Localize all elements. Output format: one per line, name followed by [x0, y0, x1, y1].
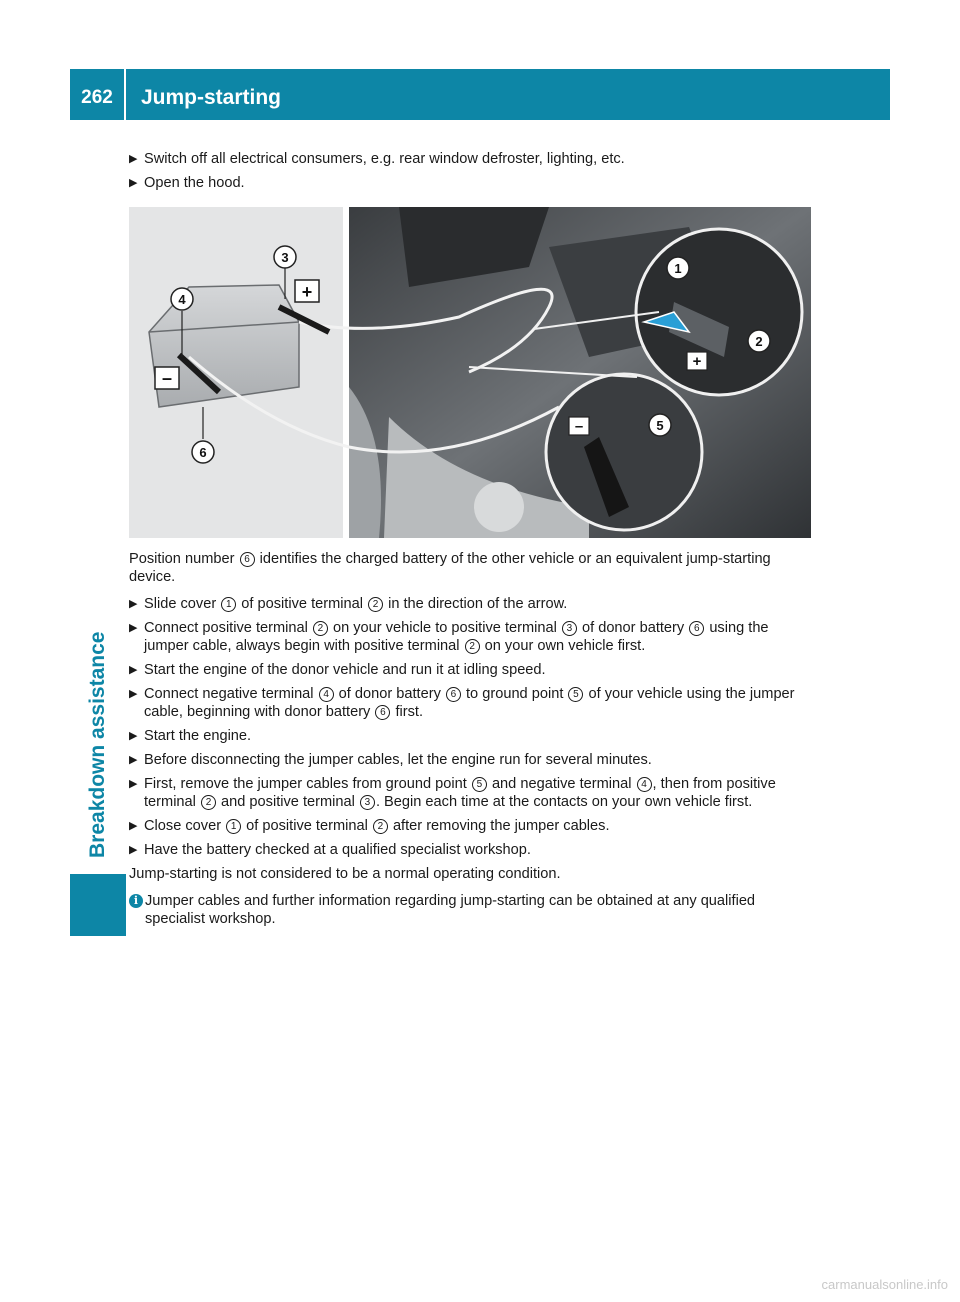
callout-ref: 2	[465, 639, 480, 654]
info-icon: i	[129, 894, 143, 908]
step-item	[129, 619, 809, 655]
step-text: to ground point	[461, 686, 568, 702]
info-note	[129, 892, 809, 928]
steps-list	[129, 595, 809, 859]
step-text: and positive terminal	[216, 794, 359, 810]
info-text: Jumper cables and further information regarding jump-starting can be obtained at any qualified specialist workshop.	[145, 893, 756, 927]
step-text: Close cover	[144, 818, 226, 834]
step-text: Before disconnecting the jumper cables, let the engine run for several minutes.	[144, 752, 652, 768]
step-text: of donor battery	[334, 686, 445, 702]
step-text: of positive terminal	[237, 596, 368, 612]
step-text: after removing the jumper cables.	[388, 818, 610, 834]
page-title: Jump-starting	[141, 86, 282, 109]
paragraph-position	[129, 550, 809, 586]
arrow-icon: ▶	[129, 778, 138, 790]
step-item	[129, 174, 809, 192]
callout-ref: 5	[472, 777, 487, 792]
svg-text:4: 4	[178, 292, 186, 307]
figure-code: P54.10-4284-31	[922, 662, 932, 727]
svg-text:6: 6	[199, 445, 207, 460]
callout-ref: 1	[226, 819, 241, 834]
content	[129, 150, 809, 198]
step-item	[129, 751, 809, 769]
callout-4	[171, 288, 193, 310]
arrow-icon: ▶	[129, 153, 138, 165]
paragraph-text: identifies the charged battery of the other vehicle or an equivalent jump-starting device.	[129, 551, 771, 585]
callout-ref: 2	[201, 795, 216, 810]
step-text: Switch off all electrical consumers, e.g. rear window defroster, lighting, etc.	[144, 151, 625, 167]
paragraph-text: Position number	[129, 551, 235, 567]
arrow-icon: ▶	[129, 844, 138, 856]
step-item	[129, 685, 809, 721]
step-text: Have the battery checked at a qualified specialist workshop.	[144, 842, 531, 858]
arrow-icon: ▶	[129, 730, 138, 742]
step-item	[129, 661, 809, 679]
step-text: Connect positive terminal	[144, 620, 312, 636]
arrow-icon: ▶	[129, 664, 138, 676]
watermark: carmanualsonline.info	[821, 1277, 948, 1292]
section-side-label: Breakdown assistance	[86, 631, 109, 858]
step-text: of your vehicle using the jumper cable, beginning with donor battery	[144, 686, 795, 720]
step-text: Start the engine.	[144, 728, 252, 744]
step-text: using the jumper cable, always begin with positive terminal	[144, 620, 769, 654]
svg-text:1: 1	[674, 261, 682, 276]
callout-1	[667, 257, 689, 279]
page-number: 262	[70, 69, 126, 120]
callout-ref: 4	[637, 777, 652, 792]
callout-ref: 6	[689, 621, 704, 636]
callout-ref: 1	[221, 597, 236, 612]
step-item	[129, 727, 809, 745]
plus-sign: +	[301, 282, 313, 302]
callout-ref: 2	[313, 621, 328, 636]
callout-5	[649, 414, 671, 436]
svg-text:2: 2	[755, 334, 763, 349]
callout-ref: 5	[568, 687, 583, 702]
minus-sign: –	[161, 368, 173, 388]
step-item	[129, 775, 809, 811]
callout-2	[748, 330, 770, 352]
step-item	[129, 150, 809, 168]
callout-ref: 6	[375, 705, 390, 720]
step-text: . Begin each time at the contacts on your own vehicle first.	[375, 794, 753, 810]
callout-ref: 2	[373, 819, 388, 834]
step-text: Open the hood.	[144, 175, 245, 191]
step-text: , then from positive terminal	[144, 776, 776, 810]
step-item	[129, 817, 809, 835]
svg-text:3: 3	[281, 250, 289, 265]
step-text: Slide cover	[144, 596, 221, 612]
step-text: Connect negative terminal	[144, 686, 318, 702]
step-text: in the direction of the arrow.	[384, 596, 568, 612]
step-text: and negative terminal	[487, 776, 636, 792]
arrow-icon: ▶	[129, 177, 138, 189]
arrow-icon: ▶	[129, 754, 138, 766]
callout-ref: 4	[319, 687, 334, 702]
plus-sign: +	[692, 353, 702, 370]
step-text: Start the engine of the donor vehicle and run it at idling speed.	[144, 662, 546, 678]
callout-3	[274, 246, 296, 268]
callout-ref: 6	[240, 552, 255, 567]
step-item	[129, 595, 809, 613]
content-body	[129, 550, 809, 928]
arrow-icon: ▶	[129, 598, 138, 610]
callout-ref: 3	[562, 621, 577, 636]
step-text: first.	[391, 704, 424, 720]
arrow-icon: ▶	[129, 688, 138, 700]
svg-text:5: 5	[656, 418, 664, 433]
step-text: First, remove the jumper cables from ground point	[144, 776, 471, 792]
step-text: on your own vehicle first.	[480, 638, 646, 654]
zoom-circle-positive	[636, 229, 802, 395]
paragraph-note: Jump-starting is not considered to be a normal operating condition.	[129, 866, 561, 882]
step-text: on your vehicle to positive terminal	[328, 620, 561, 636]
section-side-tab	[70, 874, 126, 936]
step-text: of donor battery	[577, 620, 689, 636]
step-item	[129, 841, 809, 859]
callout-ref: 2	[368, 597, 383, 612]
figure-illustration	[129, 207, 811, 538]
arrow-icon: ▶	[129, 820, 138, 832]
arrow-icon: ▶	[129, 622, 138, 634]
callout-ref: 6	[446, 687, 461, 702]
minus-sign: –	[574, 418, 584, 435]
callout-6	[192, 441, 214, 463]
step-text: of positive terminal	[242, 818, 372, 834]
callout-ref: 3	[360, 795, 375, 810]
